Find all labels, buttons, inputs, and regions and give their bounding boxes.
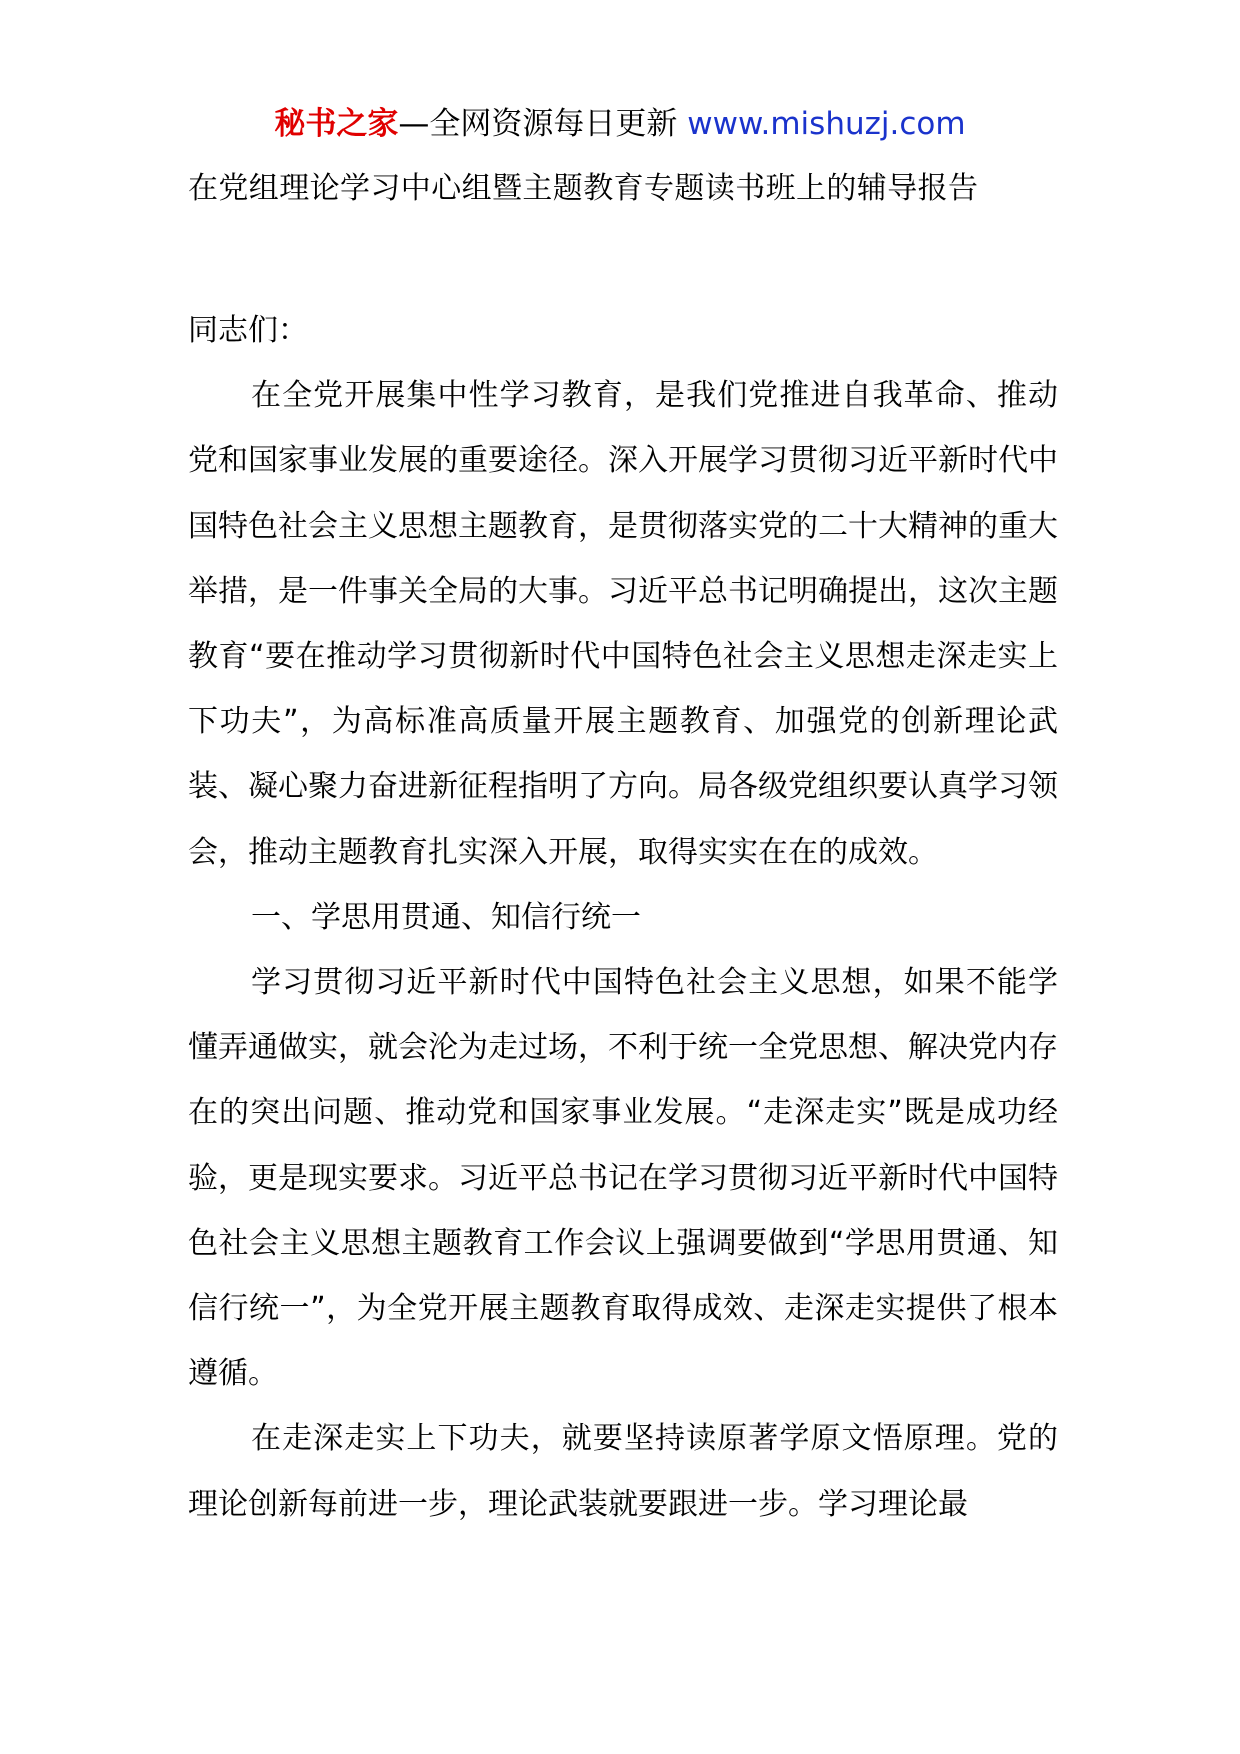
document-body (188, 298, 1058, 1537)
site-tagline: —全网资源每日更新 (398, 106, 688, 142)
site-url-link[interactable]: www.mishuzj.com (687, 106, 966, 142)
paragraph-section-1: 学习贯彻习近平新时代中国特色社会主义思想，如果不能学懂弄通做实，就会沦为走过场，不利于统一全党思想、解决党内存在的突出问题、推动党和国家事业发展。“走深走实”既是成功经验，更是现实要求。习近平总书记在学习贯彻习近平新时代中国特色社会主义思想主题教育工作会议上强调要做到“学思用贯通、知信行统一”，为全党开展主题教育取得成效、走深走实提供了根本遵循。 (188, 965, 1058, 1392)
salutation: 同志们： (188, 313, 308, 348)
document-title: 在党组理论学习中心组暨主题教育专题读书班上的辅导报告 (188, 171, 979, 206)
site-brand: 秘书之家 (274, 106, 399, 142)
paragraph-section-1-continued: 在走深走实上下功夫，就要坚持读原著学原文悟原理。党的理论创新每前进一步，理论武装就要跟进一步。学习理论最 (188, 1421, 1058, 1522)
site-banner (0, 101, 1240, 147)
paragraph-intro: 在全党开展集中性学习教育，是我们党推进自我革命、推动党和国家事业发展的重要途径。深入开展学习贯彻习近平新时代中国特色社会主义思想主题教育，是贯彻落实党的二十大精神的重大举措，是一件事关全局的大事。习近平总书记明确提出，这次主题教育“要在推动学习贯彻新时代中国特色社会主义思想走深走实上下功夫”，为高标准高质量开展主题教育、加强党的创新理论武装、凝心聚力奋进新征程指明了方向。局各级党组织要认真学习领会，推动主题教育扎实深入开展，取得实实在在的成效。 (188, 378, 1058, 870)
section-heading: 一、学思用贯通、知信行统一 (251, 899, 641, 935)
